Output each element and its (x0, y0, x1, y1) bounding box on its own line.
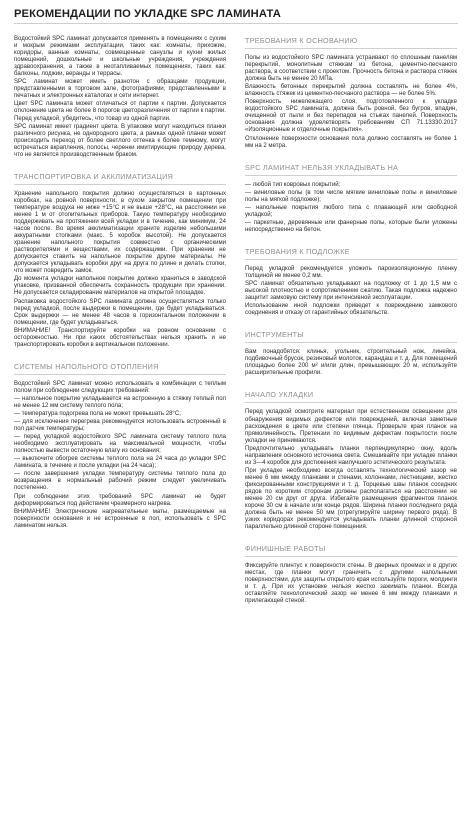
title-divider (14, 23, 458, 24)
paragraph: Поверхность нижележащего слоя, подготовленного к укладке водостойкого SPC ламината, должна быть ровной, без бугров, впадин, очищенной от пыли и без перепадов на стыках панелей. Поверхность основания должна удовлетворять требованиям СП 71.13330.2017 «Изоляционные и отделочные покрытия». (245, 99, 457, 134)
paragraph: Водостойкий SPC ламинат можно использовать в комбинации с теплым полом при соблюдении следующих требований: (14, 380, 226, 394)
paragraph: Цвет SPC ламината может отличаться от партии к партии. Допускается отклонение цвета не более 8 порогов цветоразличения от партии к партии. Перед укладкой, убедитесь, что товар из одной партии. (14, 101, 226, 122)
paragraph: Вам понадобятся: клинья, угольник, строительный нож, линейка, подбивочный брусок, резиновый молоток, карандаш и т. д. Для помещений площадью более 200 м² и/или длин, превышающих 20 м, используйте расширительные профили. (245, 349, 457, 377)
paragraph: Предпочтительно укладывать планки перпендикулярно окну, вдоль направления основного источника света. Смешивайте при укладке планки из 3—4 коробок для достижения наилучшего эстетического результата. (245, 445, 457, 466)
paragraph: Полы из водостойкого SPC ламината устраивают по сплошным панелям перекрытий, монолитным стяжкам из бетона, цементно-песчаного раствора, в соответствии с проектом. Прочность бетона и раствора стяжек должна быть не менее 20 МПа. (245, 55, 457, 83)
paragraph: Водостойкий SPC ламинат допускается применять в помещениях с сухим и мокрым режимами эксплуатации, таких как: комнаты, прихожие, коридоры, ванные комнаты, совмещенные санузлы и кухни жилых помещений, дошкольные и школьные учреждения, учреждения здравоохранения, а также в неотапливаемых помещениях, таких как: балконы, лоджии, веранды и террасы. (14, 36, 226, 78)
section-heading: ТРЕБОВАНИЯ К ПОДЛОЖКЕ (245, 240, 457, 260)
page-title: РЕКОМЕНДАЦИИ ПО УКЛАДКЕ SPC ЛАМИНАТА (14, 8, 281, 20)
paragraph: Отклонение поверхности основания пола должно составлять не более 1 мм на 2 метра. (245, 135, 457, 149)
paragraph: — температура подогрева пола не может превышать 28°С; (14, 411, 181, 418)
paragraph: До момента укладки напольное покрытие должно храниться в заводской упаковке, призванной обеспечить сохранность продукции при хранении. Не допускается складирование материалов на открытой площадке. (14, 276, 226, 297)
paragraph: Фиксируйте плинтус к поверхности стены. В дверных проемах и в других местах, где планки могут граничить с другими напольными поверхностями, для защиты открытого края используйте пороги, молдинги и т. д. При их установке нельзя жестко зажимать планки. Всегда оставляйте технологический зазор не менее 6 мм между планками и прилегающей стеной. (245, 563, 457, 605)
paragraph: — для исключения перегрева рекомендуется использовать встроенный в пол датчик температуры; (14, 419, 226, 433)
section-heading: ТРАНСПОРТИРОВКА И АККЛИМАТИЗАЦИЯ (14, 165, 226, 185)
paragraph: ВНИМАНИЕ! Электрические нагревательные маты, размещаемые на поверхности основания и не встроенные в пол, использовать с SPC ламинатом нельзя. (14, 508, 226, 529)
section-heading: ТРЕБОВАНИЯ К ОСНОВАНИЮ (245, 36, 457, 49)
section-heading: ИНСТРУМЕНТЫ (245, 323, 457, 343)
paragraph: Перед укладкой рекомендуется уложить пароизоляционную пленку толщиной не менее 0,2 мм. (245, 265, 457, 279)
paragraph: При соблюдении этих требований SPC ламинат не будет деформироваться под действием чрезмерного нагрева. (14, 493, 226, 507)
paragraph: — напольные покрытия любого типа с плавающей или свободной укладкой; (245, 204, 457, 218)
section-heading: SPC ЛАМИНАТ НЕЛЬЗЯ УКЛАДЫВАТЬ НА (245, 156, 457, 176)
section-heading: НАЧАЛО УКЛАДКИ (245, 383, 457, 403)
paragraph: ВНИМАНИЕ! Транспортируйте коробки на ровном основании с осторожностью. Ни при каких обстоятельствах нельзя хранить и не транспортировать коробки в вертикальном положении. (14, 327, 226, 348)
paragraph: Хранение напольного покрытия должно осуществляться в картонных коробках, на ровной поверхности, в сухом закрытом помещении при температуре воздуха не ниже +15°С и не выше +28°С, на расстоянии не менее 1 м от отопительных приборов. Такую температуру необходимо поддерживать на протяжении всей укладки и в течение, как минимум, 24 часов после. Во время акклиматизации храните изделие небольшими аккуратными стопками (макс. 5 коробок высотой). Не допускается хранение напольного покрытия совместно с органическими растворителями и веществами, их содержащими. При хранении не допускается ставить на напольное покрытие другие материалы. Не допускается укладывать коробки друг на друга по длине и делать стопки, что может повредить замок. (14, 190, 226, 275)
paragraph: Перед укладкой осмотрите материал при естественном освещении для обнаружения видимых дефектов или повреждений, включая заметные расхождения в цвете или степени глянца. Проверьте края планок на прямолинейность. Претензии по видимым дефектам покрытости после укладки не принимаются. (245, 409, 457, 444)
section-heading: ФИНИШНЫЕ РАБОТЫ (245, 537, 457, 557)
paragraph: Влажность бетонных перекрытий должна составлять не более 4%, влажность стяжек из цементно-песчаного раствора — не более 5%. (245, 84, 457, 98)
paragraph: Использование иной подложки приведет к повреждению замкового соединения и отказу от гарантийных обязательств. (245, 303, 457, 317)
paragraph: SPC ламинат обязательно укладывают на подложку от 1 до 1,5 мм с высокой плотностью и сопротивлением сжатию. Такая подложка надежно защитит замковую систему при интенсивной эксплуатации. (245, 281, 457, 302)
paragraph: — виниловые полы (в том числе мягкие виниловые полы и виниловые полы на мягкой подложке); (245, 189, 457, 203)
paragraph: — после завершения укладки температуру системы теплого пола до возвращения в нормальный рабочий режим следует увеличивать постепенно. (14, 471, 226, 492)
left-column (14, 36, 226, 531)
paragraph: — выключите обогрев системы теплого пола на 24 часа до укладки SPC ламината, в течение и после укладки (на 24 часа); (14, 456, 226, 470)
paragraph: — перед укладкой водостойкого SPC ламината систему теплого пола необходимо эксплуатировать на максимальной мощности, чтобы полностью вывести остаточную влагу из основания; (14, 434, 226, 455)
section-heading: СИСТЕМЫ НАПОЛЬНОГО ОТОПЛЕНИЯ (14, 355, 226, 375)
paragraph: SPC ламинат имеет градиент цвета. В упаковке могут находиться планки различного рисунка, не однородного цвета, а рамках одной планки может происходить переход от более светлого оттенка к более темному, могут встречаться вкрапления, полосы, черенки имитирующие природу дерева, что не является производственным браком. (14, 123, 226, 158)
paragraph: — паркетные, деревянные или фанерные полы, которые были уложены непосредственно на бетон. (245, 219, 457, 233)
paragraph: SPC ламинат может иметь разнотон с образцами продукции, представленными в торговом зале, фотографиями, представленными в печатных и электронных каталогах и сети интернет. (14, 79, 226, 100)
paragraph: — любой тип ковровых покрытий; (245, 181, 341, 188)
paragraph: Распаковка водостойкого SPC ламината должна осуществляться только перед укладкой, после выдержки в помещении, где будет укладываться. Срок выдержки — не менее 48 часов в горизонтальном положении в помещении, где будет укладываться. (14, 298, 226, 326)
paragraph: При укладке необходимо всегда оставлять технологический зазор не менее 6 мм между планками и стенами, колоннами, лестницами, жестко фиксированными конструкциями и т. д. Торцевые швы планок соседних рядов по коротким сторонам должны располагаться на расстоянии не менее 20 см друг от друга. Избегайте размещения фрагментов планок короче 30 см в начале или конце рядов. Ширина планки последнего ряда должна быть не менее 50 мм (отрегулируйте ширину первого ряда). В узких коридорах рекомендуется укладывать планки длинной стороной параллельно длинной стороне помещения. (245, 467, 457, 531)
paragraph: — напольное покрытие укладывается на встроенную в стяжку теплый пол не менее 12 мм систему теплого пола; (14, 395, 226, 409)
right-column (245, 36, 457, 607)
